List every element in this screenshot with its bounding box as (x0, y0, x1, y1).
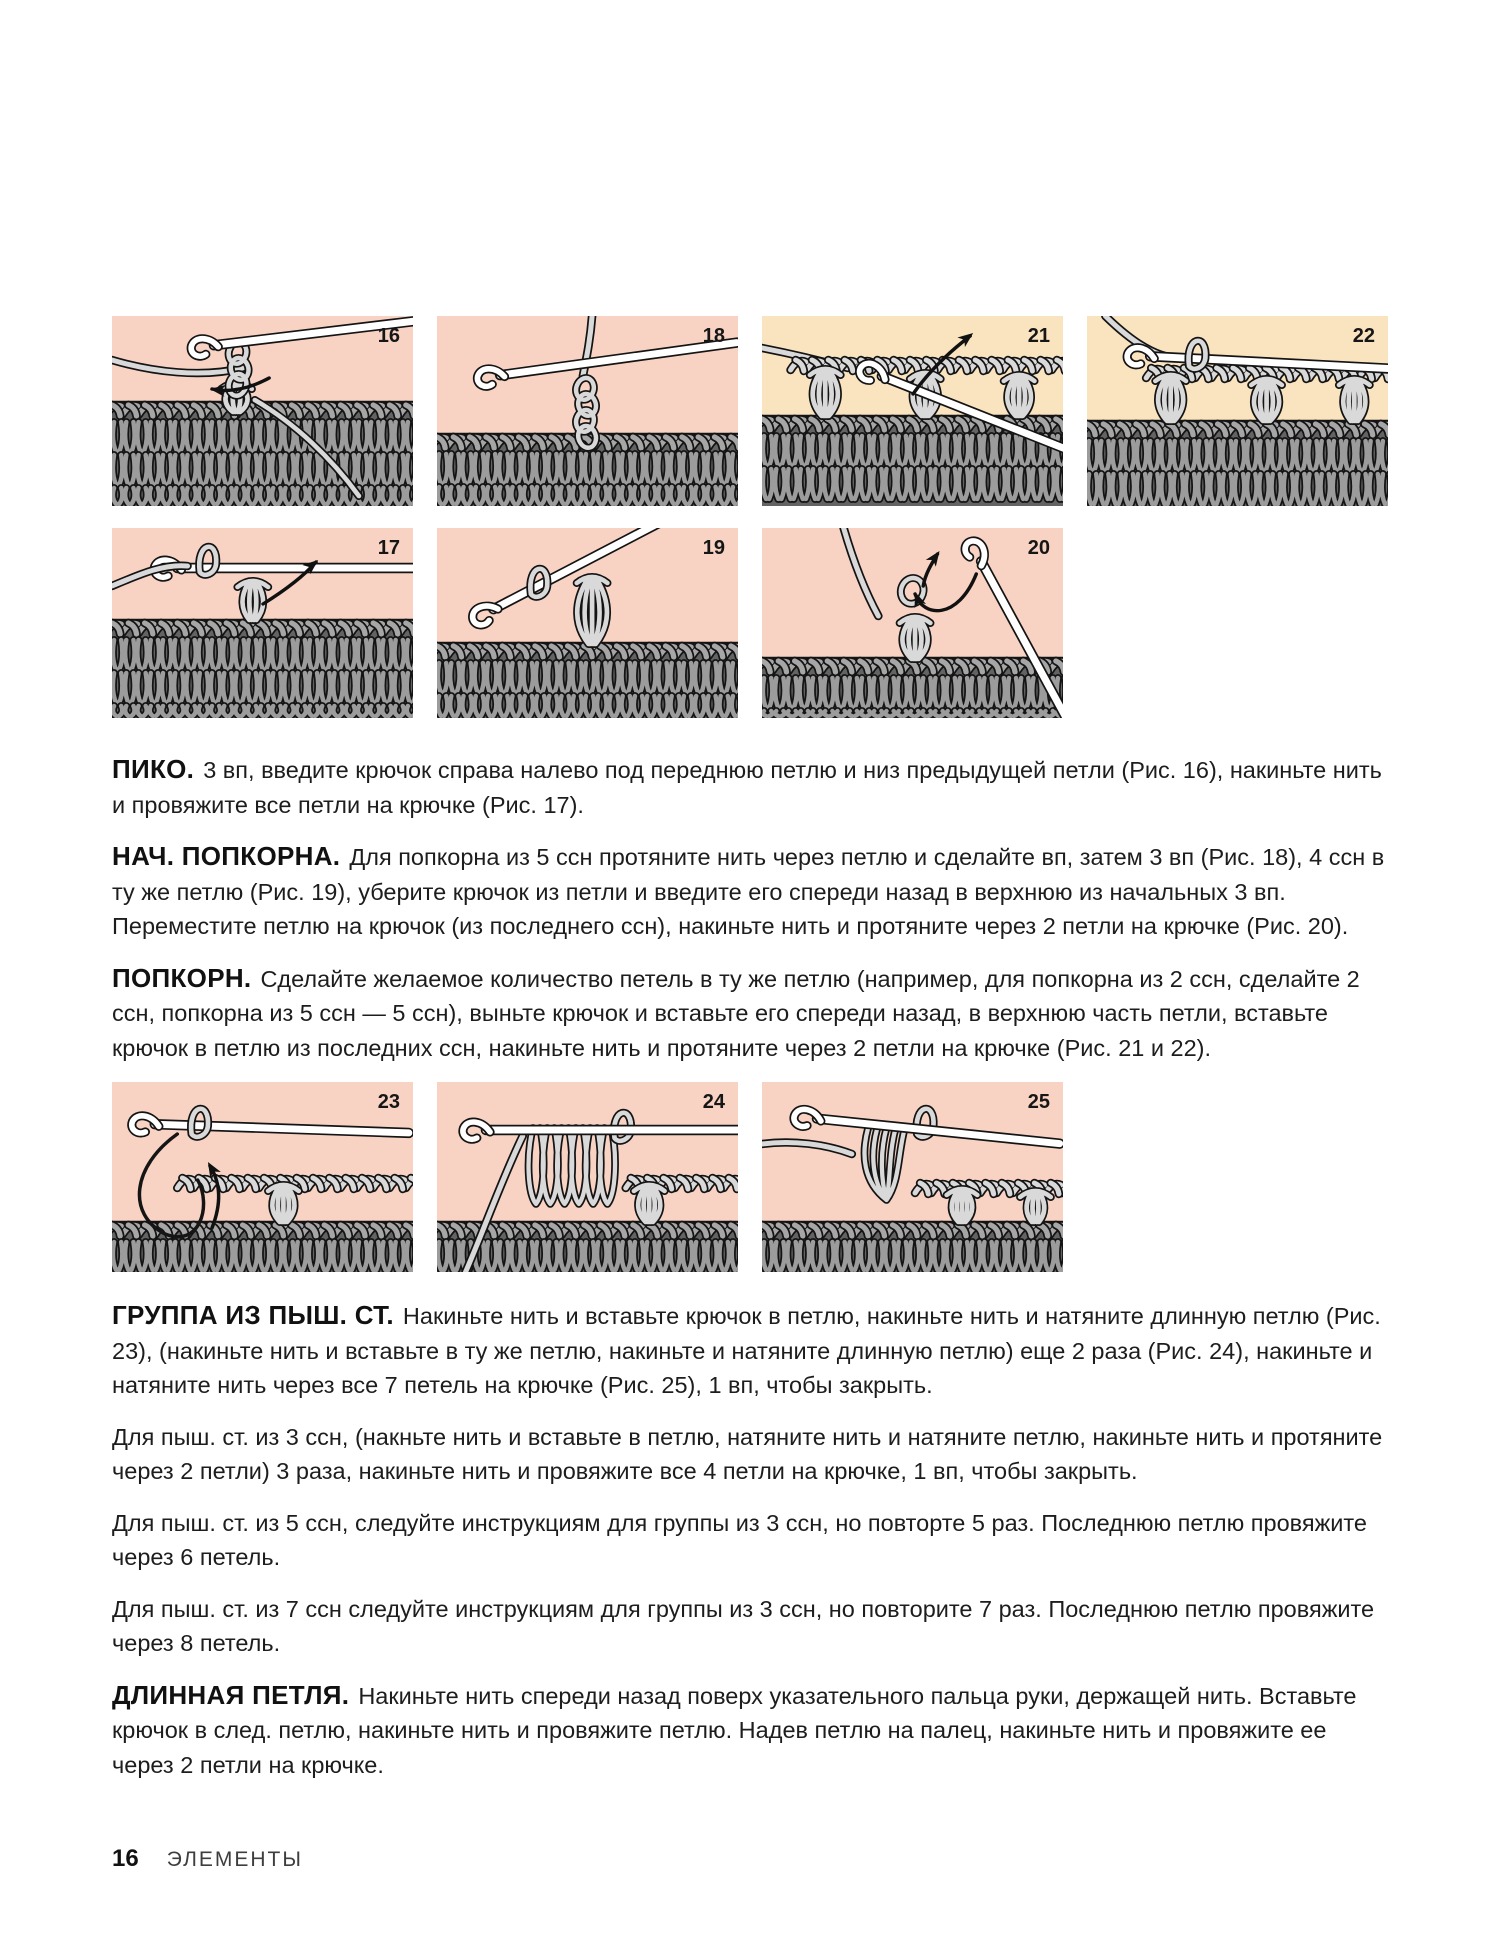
figure-number: 17 (377, 537, 400, 559)
figure-panel-24 (437, 1082, 738, 1272)
crochet-illustration-puff-pull-loop (112, 1082, 413, 1272)
figure-panel-25 (762, 1082, 1063, 1272)
section-heading: НАЧ. ПОПКОРНА. (112, 841, 341, 871)
text-block-top (112, 752, 1390, 1065)
page-number: 16 (112, 1845, 139, 1872)
section-nach-popkorna (112, 839, 1390, 944)
crochet-illustration-puff-draw-through (762, 1082, 1063, 1272)
crochet-illustration-popcorn-close (762, 528, 1063, 718)
figure-row-2 (112, 528, 1390, 718)
section-pysh-7 (112, 1592, 1390, 1661)
section-dlinnaya-petlya (112, 1678, 1390, 1783)
figure-row-1 (112, 316, 1390, 506)
section-piko (112, 752, 1390, 822)
crochet-illustration-popcorn-start-chain (437, 316, 738, 506)
figure-panel-20 (762, 528, 1063, 718)
section-popkorn (112, 961, 1390, 1066)
section-heading: ПОПКОРН. (112, 962, 252, 993)
crochet-illustration-picot-close (112, 528, 413, 718)
section-body: Для попкорна из 5 ссн протяните нить через петлю и сделайте вп, затем 3 вп (Рис. 18), 4 ссн в ту же петлю (Рис. 19), уберите крючок из петли и введите его спереди назад в верхнюю из начальных 3 вп. Переместите петлю на крючок (из последнего ссн), накиньте нить и протяните через 2 петли на крючке (Рис. 20). (112, 844, 1385, 939)
section-pysh-5 (112, 1506, 1390, 1575)
figure-panel-21 (762, 316, 1063, 506)
section-heading: ГРУППА ИЗ ПЫШ. СТ. (112, 1300, 394, 1330)
figure-number: 19 (702, 537, 725, 559)
figure-number: 22 (1352, 325, 1375, 347)
page-content (112, 0, 1390, 1799)
figure-number: 16 (377, 325, 400, 347)
page-footer (112, 1845, 303, 1873)
section-body: Накиньте нить и вставьте крючок в петлю, накиньте нить и натяните длинную петлю (Рис. 23), (накиньте нить и вставьте в ту же петлю, накиньте и натяните длинную петлю) еще 2 раза (Рис. 24), накиньте и натяните нить через все 7 петель на крючке (Рис. 25), 1 вп, чтобы закрыть. (112, 1303, 1381, 1398)
crochet-illustration-popcorn-4dc (437, 528, 738, 718)
text-block-bottom (112, 1298, 1390, 1782)
section-body: Для пыш. ст. из 3 ссн, (накньте нить и вставьте в петлю, натяните нить и натяните петлю, накиньте нить и протяните через 2 петли) 3 раза, накиньте нить и провяжите все 4 петли на крючке, 1 вп, чтобы закрыть. (112, 1423, 1383, 1484)
figure-panel-19 (437, 528, 738, 718)
section-pysh-3 (112, 1420, 1390, 1489)
section-gruppa-pysh (112, 1298, 1390, 1403)
figure-number: 25 (1027, 1091, 1050, 1113)
figure-row-3 (112, 1082, 1390, 1272)
figure-number: 21 (1027, 325, 1050, 347)
figure-number: 20 (1027, 537, 1050, 559)
section-body: Для пыш. ст. из 7 ссн следуйте инструкциям для группы из 3 ссн, но повторите 7 раз. Последнюю петлю провяжите через 8 петель. (112, 1595, 1375, 1656)
section-body: Накиньте нить спереди назад поверх указательного пальца руки, держащей нить. Вставьте крючок в след. петлю, накиньте нить и провяжите петлю. Надев петлю на палец, накиньте нить и провяжите ее через 2 петли на крючке. (112, 1682, 1357, 1778)
chapter-title: ЭЛЕМЕНТЫ (166, 1848, 303, 1871)
figure-number: 18 (702, 325, 725, 347)
figure-panel-16 (112, 316, 413, 506)
section-body: Для пыш. ст. из 5 ссн, следуйте инструкциям для группы из 3 ссн, но повторте 5 раз. Последнюю петлю провяжите через 6 петель. (112, 1509, 1368, 1570)
figure-panel-22 (1087, 316, 1388, 506)
crochet-illustration-picot-insert (112, 316, 413, 506)
section-body: 3 вп, введите крючок справа налево под переднюю петлю и низ предыдущей петли (Рис. 16), накиньте нить и провяжите все петли на крючке (Рис. 17). (112, 757, 1382, 818)
crochet-illustration-popcorn-row-hook (1087, 316, 1388, 506)
section-body: Сделайте желаемое количество петель в ту же петлю (например, для попкорна из 2 ссн, сделайте 2 ссн, попкорна из 5 ссн — 5 ссн), выньте крючок и вставьте его спереди назад, в верхнюю часть петли, вставьте крючок в петлю из последних ссн, накиньте нить и протяните через 2 петли на крючке (Рис. 21 и 22). (112, 965, 1360, 1061)
figure-number: 24 (702, 1091, 725, 1113)
figure-number: 23 (377, 1091, 400, 1113)
figure-panel-17 (112, 528, 413, 718)
figure-panel-23 (112, 1082, 413, 1272)
section-heading: ДЛИННАЯ ПЕТЛЯ. (112, 1679, 350, 1710)
section-heading: ПИКО. (112, 754, 195, 784)
figure-panel-18 (437, 316, 738, 506)
crochet-illustration-popcorn-row-arrow (762, 316, 1063, 506)
crochet-illustration-puff-loops (437, 1082, 738, 1272)
